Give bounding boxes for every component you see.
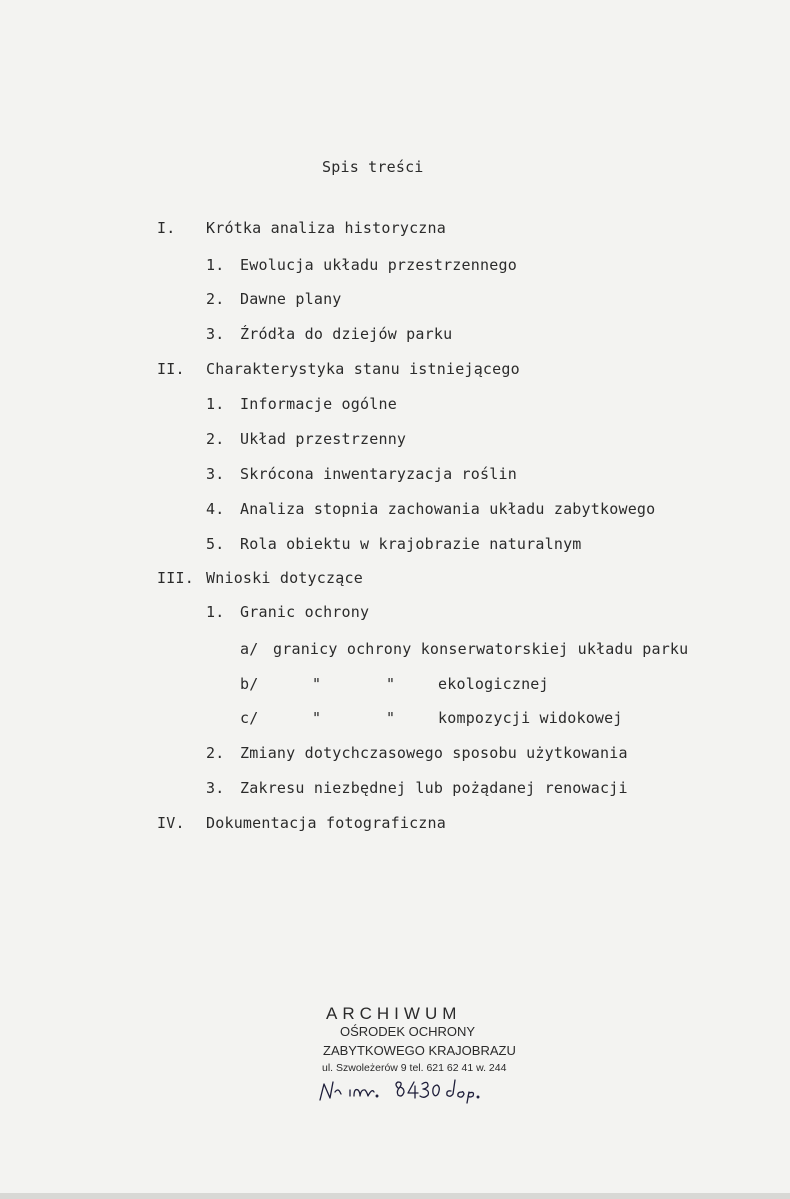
archive-stamp-line: OŚRODEK OCHRONY <box>340 1024 476 1039</box>
toc-subitem-title: ekologicznej <box>438 675 549 693</box>
toc-item-number: 1. <box>206 256 225 274</box>
toc-item-title: Rola obiektu w krajobrazie naturalnym <box>240 535 582 553</box>
toc-section-number: I. <box>157 219 176 237</box>
scan-bottom-edge <box>0 1193 790 1199</box>
toc-item-title: Źródła do dziejów parku <box>240 325 453 343</box>
toc-item-title: Skrócona inwentaryzacja roślin <box>240 465 517 483</box>
toc-subitem-letter: a/ <box>240 640 259 658</box>
archive-stamp-address: ul. Szwoleżerów 9 tel. 621 62 41 w. 244 <box>322 1062 507 1074</box>
toc-item-number: 3. <box>206 465 225 483</box>
toc-subitem-title: kompozycji widokowej <box>438 709 623 727</box>
toc-subitem-title: granicy ochrony konserwatorskiej układu parku <box>273 640 689 658</box>
toc-section-title: Wnioski dotyczące <box>206 569 363 587</box>
toc-subitem-letter: c/ <box>240 709 259 727</box>
ditto-mark: " <box>386 675 396 693</box>
page-title: Spis treści <box>322 158 424 176</box>
toc-section-number: IV. <box>157 814 185 832</box>
toc-item-title: Informacje ogólne <box>240 395 397 413</box>
toc-item-title: Zmiany dotychczasowego sposobu użytkowania <box>240 744 628 762</box>
toc-item-number: 2. <box>206 744 225 762</box>
toc-item-number: 4. <box>206 500 225 518</box>
toc-section-title: Krótka analiza historyczna <box>206 219 446 237</box>
toc-item-title: Dawne plany <box>240 290 342 308</box>
toc-item-number: 1. <box>206 395 225 413</box>
toc-item-title: Ewolucja układu przestrzennego <box>240 256 517 274</box>
toc-item-number: 3. <box>206 325 225 343</box>
toc-section-number: III. <box>157 569 194 587</box>
toc-item-number: 2. <box>206 290 225 308</box>
handwritten-inventory-number <box>316 1074 496 1104</box>
toc-item-number: 2. <box>206 430 225 448</box>
archive-stamp-heading: ARCHIWUM <box>326 1004 462 1023</box>
toc-section-number: II. <box>157 360 185 378</box>
toc-section-title: Dokumentacja fotograficzna <box>206 814 446 832</box>
toc-item-title: Zakresu niezbędnej lub pożądanej renowacji <box>240 779 628 797</box>
toc-item-number: 1. <box>206 603 225 621</box>
ditto-mark: " <box>312 675 322 693</box>
ditto-mark: " <box>386 709 396 727</box>
toc-item-title: Analiza stopnia zachowania układu zabytkowego <box>240 500 656 518</box>
toc-section-title: Charakterystyka stanu istniejącego <box>206 360 520 378</box>
toc-subitem-letter: b/ <box>240 675 259 693</box>
archive-stamp-line: ZABYTKOWEGO KRAJOBRAZU <box>323 1043 516 1058</box>
toc-item-title: Układ przestrzenny <box>240 430 407 448</box>
ditto-mark: " <box>312 709 322 727</box>
toc-item-title: Granic ochrony <box>240 603 370 621</box>
toc-item-number: 5. <box>206 535 225 553</box>
toc-item-number: 3. <box>206 779 225 797</box>
